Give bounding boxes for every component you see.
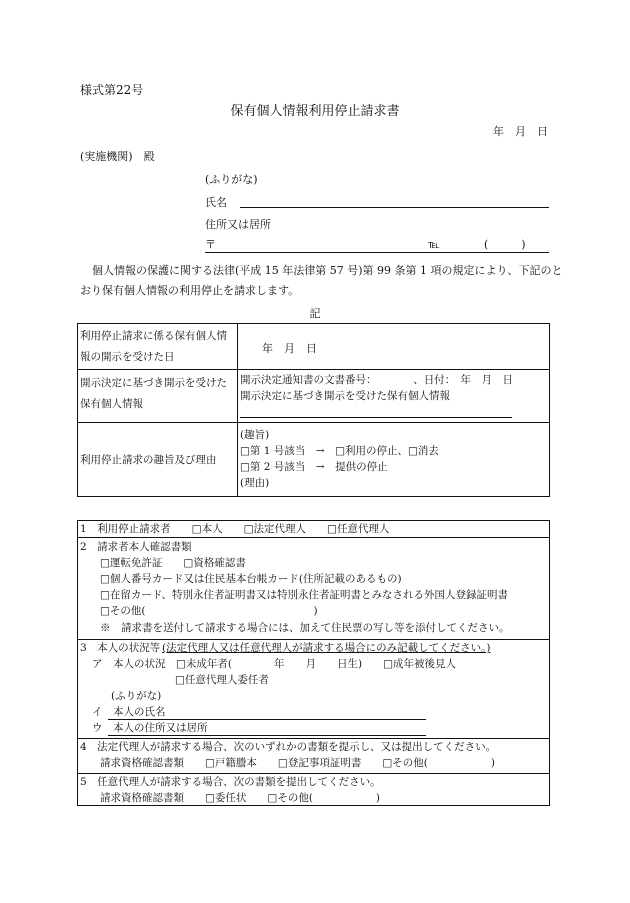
- principal-address-field[interactable]: [108, 735, 426, 736]
- tel-mark: ℡: [428, 238, 440, 251]
- row2-label-a: 開示決定に基づき開示を受けた: [80, 377, 227, 389]
- principal-name-field[interactable]: [108, 719, 426, 720]
- form-number: 様式第22号: [80, 83, 144, 97]
- id-doc-note: ※ 請求書を送付して請求する場合には、加えて住民票の写し等を添付してください。: [100, 622, 510, 634]
- addressee: (実施機関) 殿: [80, 150, 155, 163]
- principal-name-label: イ 本人の氏名: [92, 706, 166, 718]
- voluntary-rep-docs[interactable]: 請求資格確認書類 □委任状 □その他( ): [100, 792, 381, 804]
- id-doc-other[interactable]: □その他( ): [100, 605, 318, 617]
- section2-title: 2 請求者本人確認書類: [80, 541, 192, 553]
- intro-line-2: おり保有個人情報の利用停止を請求します。: [80, 284, 300, 297]
- row1-label-a: 利用停止請求に係る保有個人情: [80, 330, 227, 342]
- row2-label-b: 保有個人情報: [80, 398, 143, 410]
- intro-line-1: 個人情報の保護に関する法律(平成 15 年法律第 57 号)第 99 条第 1 項の規定により、下記のと: [92, 264, 563, 277]
- address-field[interactable]: [205, 252, 549, 253]
- row3-label: 利用停止請求の趣旨及び理由: [80, 454, 217, 466]
- id-doc-mynumber[interactable]: □個人番号カード又は住民基本台帳カード(住所記載のあるもの): [100, 573, 402, 585]
- id-doc-residence[interactable]: □在留カード、特別永住者証明書又は特別永住者証明書とみなされる外国人登録証明書: [100, 589, 508, 601]
- disclosed-info-field[interactable]: [240, 417, 512, 418]
- address-label: 住所又は居所: [205, 218, 271, 231]
- section5-title: 5 任意代理人が請求する場合、次の書類を提出してください。: [80, 776, 381, 788]
- reason-heading: (理由): [240, 477, 270, 489]
- section1-requester[interactable]: 1 利用停止請求者 □本人 □法定代理人 □任意代理人: [80, 523, 390, 535]
- purpose-heading: (趣旨): [240, 429, 270, 441]
- principal-address-label: ウ 本人の住所又は居所: [92, 722, 208, 734]
- principal-status[interactable]: ア 本人の状況 □未成年者( 年 月 日生) □成年被後見人: [92, 658, 457, 670]
- item2-option[interactable]: □第 2 号該当 → 提供の停止: [240, 461, 388, 473]
- row1-label-b: 報の開示を受けた日: [80, 351, 175, 363]
- disclosed-info-line: 開示決定に基づき開示を受けた保有個人情報: [240, 390, 450, 402]
- ki-mark: 記: [309, 307, 321, 320]
- principal-furigana: (ふりがな): [111, 690, 162, 702]
- disclosure-date[interactable]: 年 月 日: [262, 342, 317, 355]
- furigana-label: (ふりがな): [205, 173, 258, 186]
- id-doc-license[interactable]: □運転免許証 □資格確認書: [100, 557, 246, 569]
- date-line: 年 月 日: [493, 125, 548, 138]
- section3-title: 3 本人の状況等: [80, 642, 161, 654]
- postal-mark: 〒: [205, 238, 216, 251]
- notice-number-line[interactable]: 開示決定通知書の文書番号： 、日付： 年 月 日: [240, 374, 513, 386]
- page-title: 保有個人情報利用停止請求書: [230, 104, 400, 119]
- section3-note: (法定代理人又は任意代理人が請求する場合にのみ記載してください。): [162, 642, 491, 654]
- item1-option[interactable]: □第 1 号該当 → □利用の停止、□消去: [240, 445, 439, 457]
- tel-paren: ( ): [484, 238, 526, 251]
- principal-status-proxy[interactable]: □任意代理人委任者: [175, 674, 269, 686]
- legal-rep-docs[interactable]: 請求資格確認書類 □戸籍謄本 □登記事項証明書 □その他( ): [100, 757, 495, 769]
- section4-title: 4 法定代理人が請求する場合、次のいずれかの書類を提示し、又は提出してください。: [80, 741, 497, 753]
- name-label: 氏名: [205, 196, 227, 209]
- name-field[interactable]: [240, 207, 549, 208]
